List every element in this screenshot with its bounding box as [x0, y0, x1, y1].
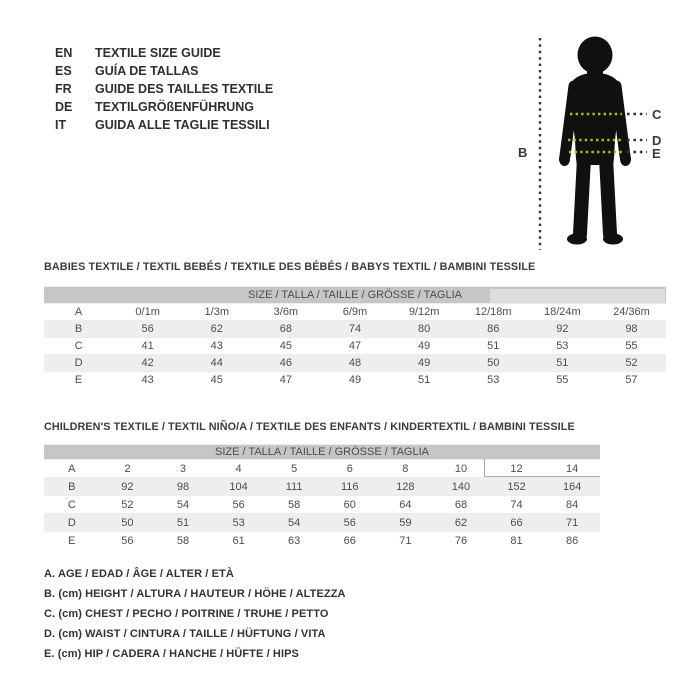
- table-row: [44, 304, 666, 321]
- size-cell: 48: [320, 355, 389, 372]
- size-cell: 44: [182, 355, 251, 372]
- size-cell: 66: [489, 514, 545, 532]
- size-cell: 56: [322, 514, 378, 532]
- lang-row-en: [55, 46, 221, 60]
- legend-age: A. AGE / EDAD / ÂGE / ALTER / ETÀ: [44, 568, 234, 580]
- children-size-selection-box: [484, 459, 600, 477]
- size-cell: 55: [528, 372, 597, 389]
- size-cell: 63: [266, 532, 322, 550]
- size-cell: 58: [266, 496, 322, 514]
- size-cell: 61: [211, 532, 267, 550]
- lang-row-es: [55, 64, 198, 78]
- table-row: [44, 338, 666, 355]
- size-cell: 41: [113, 338, 182, 355]
- size-cell: 66: [322, 532, 378, 550]
- size-cell: 111: [266, 478, 322, 496]
- lang-label: GUIDA ALLE TAGLIE TESSILI: [95, 118, 270, 132]
- lang-row-de: [55, 100, 254, 114]
- size-cell: 5: [266, 460, 322, 478]
- size-cell: 92: [528, 321, 597, 338]
- size-cell: 14: [544, 460, 600, 478]
- size-cell: 49: [390, 338, 459, 355]
- size-cell: 140: [433, 478, 489, 496]
- size-cell: 54: [155, 496, 211, 514]
- babies-header-highlight: [490, 289, 665, 303]
- chest-label: C: [652, 107, 662, 122]
- size-cell: 86: [459, 321, 528, 338]
- lang-label: GUIDE DES TAILLES TEXTILE: [95, 82, 274, 96]
- lang-row-fr: [55, 82, 273, 96]
- lang-label: TEXTILE SIZE GUIDE: [95, 46, 221, 60]
- size-cell: 53: [211, 514, 267, 532]
- size-cell: 9/12m: [390, 304, 459, 321]
- row-label: C: [44, 338, 113, 355]
- size-cell: 42: [113, 355, 182, 372]
- size-cell: 51: [528, 355, 597, 372]
- size-cell: 47: [320, 338, 389, 355]
- size-cell: 98: [155, 478, 211, 496]
- size-cell: 51: [155, 514, 211, 532]
- legend-height: B. (cm) HEIGHT / ALTURA / HAUTEUR / HÖHE / ALTEZZA: [44, 588, 346, 600]
- legend-hip: E. (cm) HIP / CADERA / HANCHE / HÜFTE / HIPS: [44, 648, 299, 660]
- size-cell: 54: [266, 514, 322, 532]
- size-cell: 12: [489, 460, 545, 478]
- size-cell: 71: [378, 532, 434, 550]
- size-cell: 68: [251, 321, 320, 338]
- size-header-bar: SIZE / TALLA / TAILLE / GRÖSSE / TAGLIA: [44, 287, 666, 304]
- lang-code: DE: [55, 100, 73, 114]
- size-cell: 51: [390, 372, 459, 389]
- size-cell: 45: [251, 338, 320, 355]
- size-cell: 45: [182, 372, 251, 389]
- table-row: [44, 372, 666, 389]
- size-cell: 4: [211, 460, 267, 478]
- row-label: B: [44, 321, 113, 338]
- size-cell: 18/24m: [528, 304, 597, 321]
- lang-label: GUÍA DE TALLAS: [95, 64, 199, 78]
- row-label: B: [44, 478, 100, 496]
- size-cell: 60: [322, 496, 378, 514]
- size-cell: 52: [100, 496, 156, 514]
- table-row: [44, 478, 600, 496]
- size-cell: 86: [544, 532, 600, 550]
- size-cell: 92: [100, 478, 156, 496]
- size-cell: 3: [155, 460, 211, 478]
- lang-code: EN: [55, 46, 73, 60]
- hip-label: E: [652, 146, 661, 161]
- size-cell: 10: [433, 460, 489, 478]
- size-cell: 116: [322, 478, 378, 496]
- size-cell: 43: [113, 372, 182, 389]
- size-cell: 47: [251, 372, 320, 389]
- size-cell: 76: [433, 532, 489, 550]
- table-row: [44, 496, 600, 514]
- babies-table-wrap: [44, 286, 666, 388]
- lang-label: TEXTILGRÖßENFÜHRUNG: [95, 100, 255, 114]
- size-cell: 58: [155, 532, 211, 550]
- row-label: E: [44, 532, 100, 550]
- lang-code: FR: [55, 82, 72, 96]
- size-cell: 74: [489, 496, 545, 514]
- size-cell: 0/1m: [113, 304, 182, 321]
- size-cell: 12/18m: [459, 304, 528, 321]
- size-cell: 128: [378, 478, 434, 496]
- size-cell: 71: [544, 514, 600, 532]
- size-cell: 84: [544, 496, 600, 514]
- size-cell: 49: [390, 355, 459, 372]
- table-row: [44, 321, 666, 338]
- babies-table-title: BABIES TEXTILE / TEXTIL BEBÉS / TEXTILE DES BÉBÉS / BABYS TEXTIL / BAMBINI TESSILE: [44, 261, 536, 273]
- size-cell: 8: [378, 460, 434, 478]
- lang-code: IT: [55, 118, 67, 132]
- table-row: [44, 355, 666, 372]
- size-cell: 64: [378, 496, 434, 514]
- size-cell: 98: [597, 321, 666, 338]
- table-row: [44, 514, 600, 532]
- size-cell: 43: [182, 338, 251, 355]
- size-cell: 2: [100, 460, 156, 478]
- row-label: E: [44, 372, 113, 389]
- row-label: D: [44, 514, 100, 532]
- size-cell: 80: [390, 321, 459, 338]
- legend-chest: C. (cm) CHEST / PECHO / POITRINE / TRUHE / PETTO: [44, 608, 329, 620]
- table-row: [44, 532, 600, 550]
- size-cell: 1/3m: [182, 304, 251, 321]
- size-cell: 68: [433, 496, 489, 514]
- size-cell: 104: [211, 478, 267, 496]
- children-table-wrap: [44, 444, 600, 549]
- size-cell: 46: [251, 355, 320, 372]
- size-cell: 62: [433, 514, 489, 532]
- size-cell: 51: [459, 338, 528, 355]
- size-cell: 59: [378, 514, 434, 532]
- size-cell: 56: [100, 532, 156, 550]
- size-cell: 49: [320, 372, 389, 389]
- size-cell: 24/36m: [597, 304, 666, 321]
- size-cell: 50: [100, 514, 156, 532]
- size-cell: 50: [459, 355, 528, 372]
- legend-waist: D. (cm) WAIST / CINTURA / TAILLE / HÜFTUNG / VITA: [44, 628, 326, 640]
- size-cell: 6/9m: [320, 304, 389, 321]
- size-cell: 3/6m: [251, 304, 320, 321]
- size-header-bar: SIZE / TALLA / TAILLE / GRÖSSE / TAGLIA: [44, 445, 600, 460]
- size-cell: 52: [597, 355, 666, 372]
- lang-row-it: [55, 118, 270, 132]
- size-cell: 81: [489, 532, 545, 550]
- size-cell: 62: [182, 321, 251, 338]
- child-silhouette-figure: [500, 20, 700, 260]
- row-label: A: [44, 460, 100, 478]
- size-cell: 53: [459, 372, 528, 389]
- waist-label: D: [652, 133, 662, 148]
- size-cell: 57: [597, 372, 666, 389]
- size-cell: 56: [113, 321, 182, 338]
- row-label: A: [44, 304, 113, 321]
- row-label: C: [44, 496, 100, 514]
- size-cell: 6: [322, 460, 378, 478]
- size-cell: 74: [320, 321, 389, 338]
- size-cell: 55: [597, 338, 666, 355]
- children-table-title: CHILDREN'S TEXTILE / TEXTIL NIÑO/A / TEXTILE DES ENFANTS / KINDERTEXTIL / BAMBINI TESSILE: [44, 421, 575, 433]
- size-cell: 53: [528, 338, 597, 355]
- size-cell: 164: [544, 478, 600, 496]
- size-cell: 56: [211, 496, 267, 514]
- lang-code: ES: [55, 64, 72, 78]
- height-label: B: [518, 145, 528, 160]
- size-cell: 152: [489, 478, 545, 496]
- row-label: D: [44, 355, 113, 372]
